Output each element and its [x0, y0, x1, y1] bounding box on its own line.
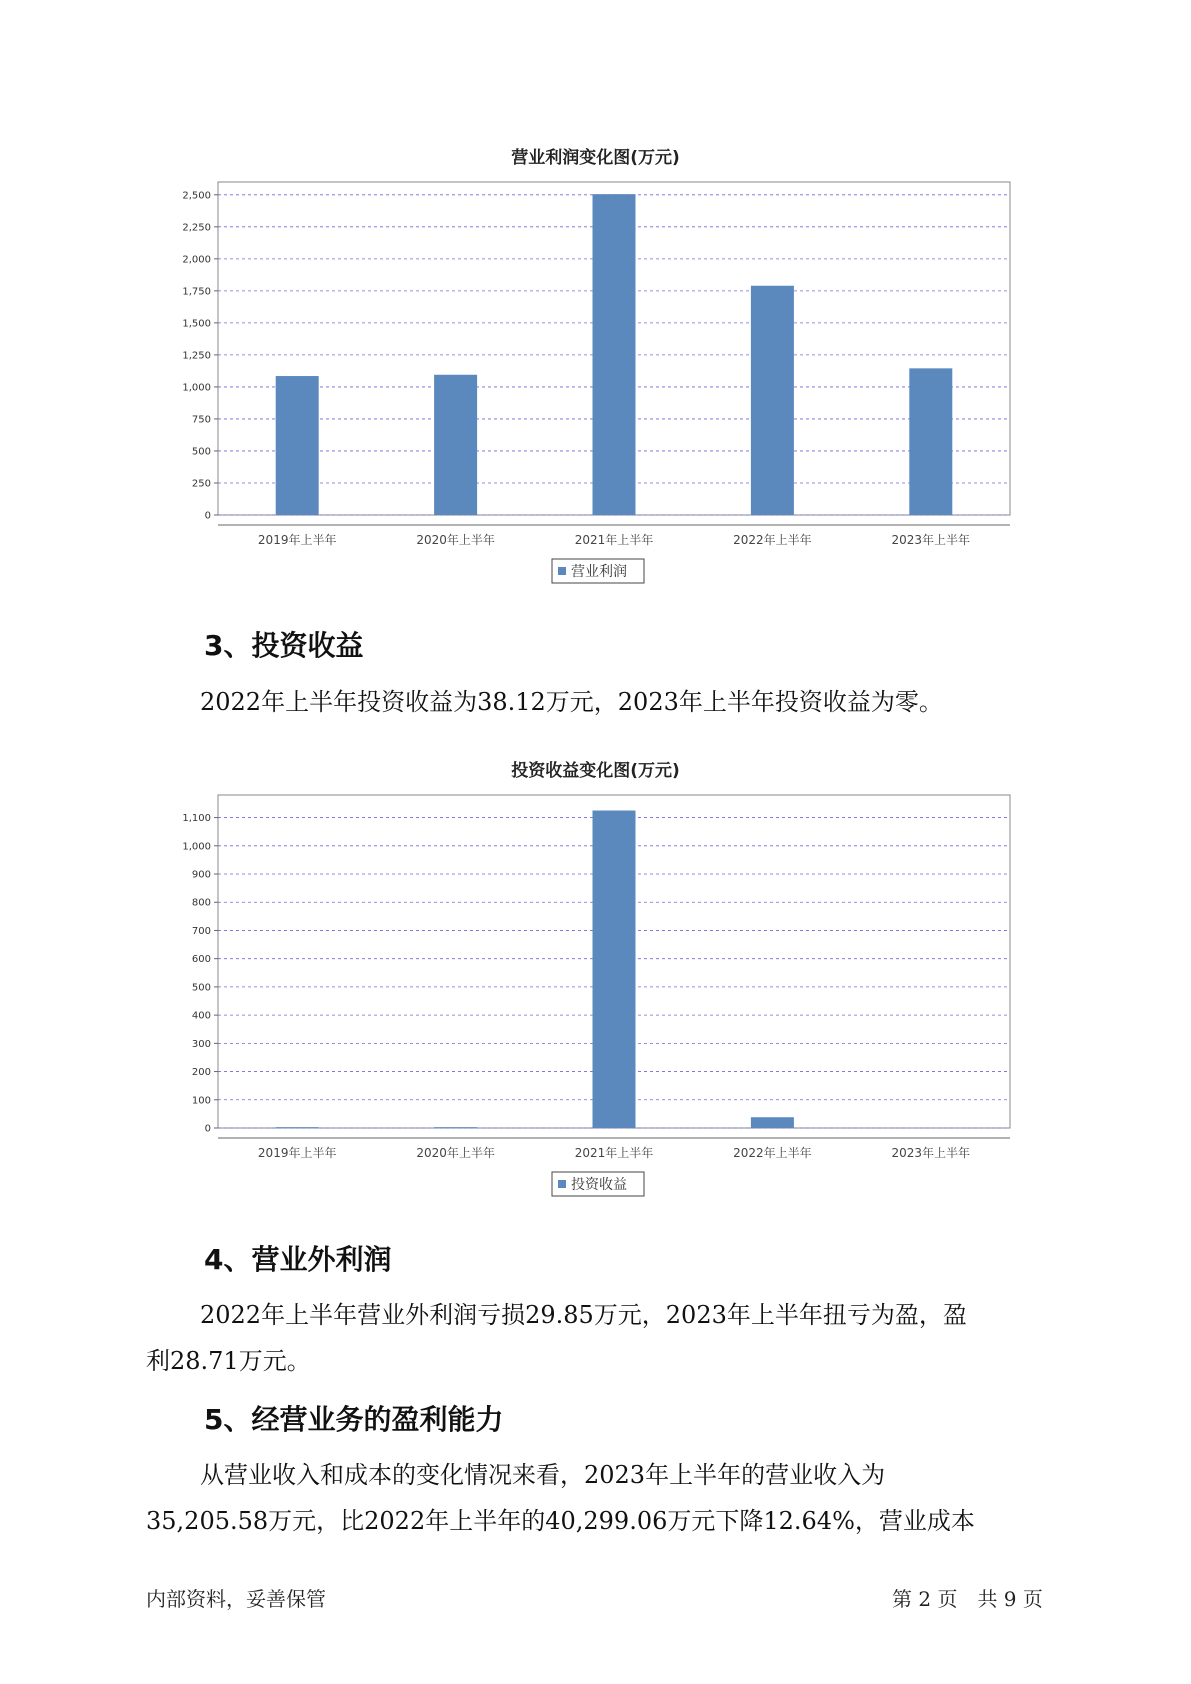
- y-tick-label: 1,250: [182, 350, 211, 362]
- x-tick-label: 2023年上半年: [891, 533, 971, 547]
- y-tick-label: 800: [191, 897, 211, 909]
- bar: [276, 1127, 319, 1128]
- legend-swatch: [558, 567, 566, 575]
- y-tick-label: 500: [191, 446, 211, 458]
- y-tick-label: 1,000: [182, 841, 211, 853]
- chart2-title: 投资收益变化图(万元): [511, 761, 680, 781]
- bar: [434, 375, 477, 515]
- section4-paragraph: [146, 1292, 1066, 1384]
- investment-income-chart: [0, 783, 1191, 1203]
- bar: [593, 811, 636, 1128]
- section4-line1: 2022年上半年营业外利润亏损29.85万元，2023年上半年扭亏为盈，盈: [200, 1301, 967, 1329]
- y-tick-label: 900: [191, 869, 211, 881]
- y-tick-label: 0: [204, 510, 211, 522]
- footer-page-number: 第 2 页 共 9 页: [892, 1587, 1043, 1611]
- y-tick-label: 2,500: [182, 190, 211, 202]
- bar: [909, 368, 952, 515]
- chart1-title: 营业利润变化图(万元): [511, 148, 680, 168]
- section4-line2: 利28.71万元。: [146, 1347, 311, 1375]
- legend: [552, 559, 644, 583]
- y-tick-label: 0: [204, 1123, 211, 1135]
- y-tick-label: 600: [191, 954, 211, 966]
- x-tick-label: 2021年上半年: [574, 533, 654, 547]
- x-tick-label: 2022年上半年: [733, 533, 812, 547]
- legend-label: 投资收益: [571, 1177, 627, 1193]
- y-tick-label: 1,100: [182, 813, 211, 825]
- footer-confidential: 内部资料，妥善保管: [146, 1587, 326, 1611]
- legend-label: 营业利润: [571, 564, 627, 580]
- y-tick-label: 100: [191, 1095, 211, 1107]
- y-tick-label: 2,250: [182, 222, 211, 234]
- y-tick-label: 700: [191, 925, 211, 937]
- section3-paragraph: [146, 679, 1066, 725]
- x-tick-label: 2019年上半年: [257, 1146, 337, 1160]
- y-tick-label: 1,000: [182, 382, 211, 394]
- y-tick-label: 1,500: [182, 318, 211, 330]
- y-tick-label: 250: [191, 478, 211, 490]
- x-tick-label: 2019年上半年: [257, 533, 337, 547]
- bar: [434, 1127, 477, 1128]
- y-tick-label: 200: [191, 1067, 211, 1079]
- section3-text: 2022年上半年投资收益为38.12万元，2023年上半年投资收益为零。: [200, 688, 943, 716]
- x-tick-label: 2022年上半年: [733, 1146, 812, 1160]
- bar: [751, 286, 794, 515]
- y-tick-label: 750: [191, 414, 211, 426]
- operating-profit-chart: [0, 170, 1191, 590]
- x-tick-label: 2023年上半年: [891, 1146, 971, 1160]
- y-tick-label: 400: [191, 1010, 211, 1022]
- y-tick-label: 300: [191, 1038, 211, 1050]
- x-tick-label: 2020年上半年: [416, 533, 495, 547]
- section3-heading: 3、投资收益: [204, 629, 364, 662]
- section5-paragraph: [146, 1452, 1066, 1544]
- bar: [751, 1117, 794, 1128]
- legend-swatch: [558, 1180, 566, 1188]
- y-tick-label: 2,000: [182, 254, 211, 266]
- x-tick-label: 2021年上半年: [574, 1146, 654, 1160]
- x-tick-label: 2020年上半年: [416, 1146, 495, 1160]
- section5-line2: 35,205.58万元，比2022年上半年的40,299.06万元下降12.64%，营业成本: [146, 1507, 975, 1535]
- section4-heading: 4、营业外利润: [204, 1243, 392, 1276]
- bar: [276, 376, 319, 515]
- y-tick-label: 500: [191, 982, 211, 994]
- bar: [593, 194, 636, 515]
- y-tick-label: 1,750: [182, 286, 211, 298]
- section5-heading: 5、经营业务的盈利能力: [204, 1403, 504, 1436]
- section5-line1: 从营业收入和成本的变化情况来看，2023年上半年的营业收入为: [200, 1461, 886, 1489]
- legend: [552, 1172, 644, 1196]
